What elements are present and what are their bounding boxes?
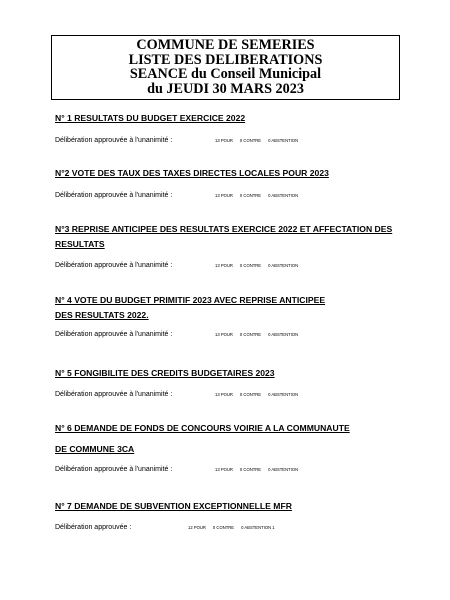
deliberation-2-title-block: [55, 166, 405, 181]
abstention-count: 0 ABSTENTION: [268, 332, 299, 337]
deliberation-2-title: N°2 VOTE DES TAUX DES TAXES DIRECTES LOCALES POUR 2023: [55, 168, 329, 178]
deliberation-3-title-block: [55, 222, 405, 252]
deliberation-4-title-block: [55, 293, 405, 323]
deliberation-1-title-block: [55, 111, 405, 126]
session-title: SEANCE du Conseil Municipal: [129, 66, 322, 83]
vote-counts: [215, 332, 305, 337]
deliberation-3-title-line1: N°3 REPRISE ANTICIPEE DES RESULTATS EXERCICE 2022 ET AFFECTATION DES: [55, 224, 393, 234]
abstention-count: 0 ABSTENTION: [268, 263, 299, 268]
pour-count: 13 POUR: [215, 332, 233, 337]
vote-counts: [215, 138, 305, 143]
deliberation-1-title: N° 1 RESULTATS DU BUDGET EXERCICE 2022: [55, 113, 246, 123]
vote-counts: [215, 193, 305, 198]
pour-count: 13 POUR: [215, 263, 233, 268]
vote-label: Délibération approuvée à l'unanimité :: [55, 331, 173, 338]
vote-label: Délibération approuvée à l'unanimité :: [55, 192, 173, 199]
pour-count: 13 POUR: [215, 193, 233, 198]
vote-counts: [215, 392, 305, 397]
document-title: LISTE DES DELIBERATIONS: [128, 51, 323, 68]
deliberation-5-title-block: [55, 366, 405, 381]
deliberation-4-title-line2: DES RESULTATS 2022.: [55, 310, 149, 320]
deliberation-4-title-line1: N° 4 VOTE DU BUDGET PRIMITIF 2023 AVEC REPRISE ANTICIPEE: [55, 295, 326, 305]
contre-count: 0 CONTRE: [239, 138, 262, 143]
document-header: [51, 35, 400, 100]
vote-counts: [215, 263, 305, 268]
vote-counts: [188, 525, 282, 530]
abstention-count: 0 ABSTENTION 1: [241, 525, 275, 530]
deliberation-6-title-block: [55, 421, 405, 457]
deliberation-5-title: N° 5 FONGIBILITE DES CREDITS BUDGETAIRES 2023: [55, 368, 275, 378]
contre-count: 0 CONTRE: [239, 263, 262, 268]
deliberation-7-title-block: [55, 499, 405, 514]
contre-count: 0 CONTRE: [239, 467, 262, 472]
commune-name: COMMUNE DE SEMERIES: [136, 37, 315, 53]
vote-label: Délibération approuvée à l'unanimité :: [55, 466, 173, 473]
deliberation-3-title-line2: RESULTATS: [55, 239, 105, 249]
vote-label: Délibération approuvée à l'unanimité :: [55, 391, 173, 398]
deliberation-6-title-line1: N° 6 DEMANDE DE FONDS DE CONCOURS VOIRIE A LA COMMUNAUTE: [55, 423, 350, 433]
vote-counts: [215, 467, 305, 472]
pour-count: 13 POUR: [215, 467, 233, 472]
vote-label: Délibération approuvée :: [55, 524, 132, 531]
contre-count: 0 CONTRE: [239, 193, 262, 198]
session-date: du JEUDI 30 MARS 2023: [147, 80, 304, 97]
vote-label: Délibération approuvée à l'unanimité :: [55, 262, 173, 269]
pour-count: 13 POUR: [215, 392, 233, 397]
contre-count: 0 CONTRE: [239, 332, 262, 337]
pour-count: 12 POUR: [188, 525, 206, 530]
deliberation-6-title-line2: DE COMMUNE 3CA: [55, 444, 135, 454]
pour-count: 13 POUR: [215, 138, 233, 143]
abstention-count: 0 ABSTENTION: [268, 467, 299, 472]
vote-label: Délibération approuvée à l'unanimité :: [55, 137, 173, 144]
abstention-count: 0 ABSTENTION: [268, 193, 299, 198]
contre-count: 0 CONTRE: [212, 525, 235, 530]
deliberation-7-title: N° 7 DEMANDE DE SUBVENTION EXCEPTIONNELLE MFR: [55, 501, 292, 511]
abstention-count: 0 ABSTENTION: [268, 392, 299, 397]
contre-count: 0 CONTRE: [239, 392, 262, 397]
abstention-count: 0 ABSTENTION: [268, 138, 299, 143]
